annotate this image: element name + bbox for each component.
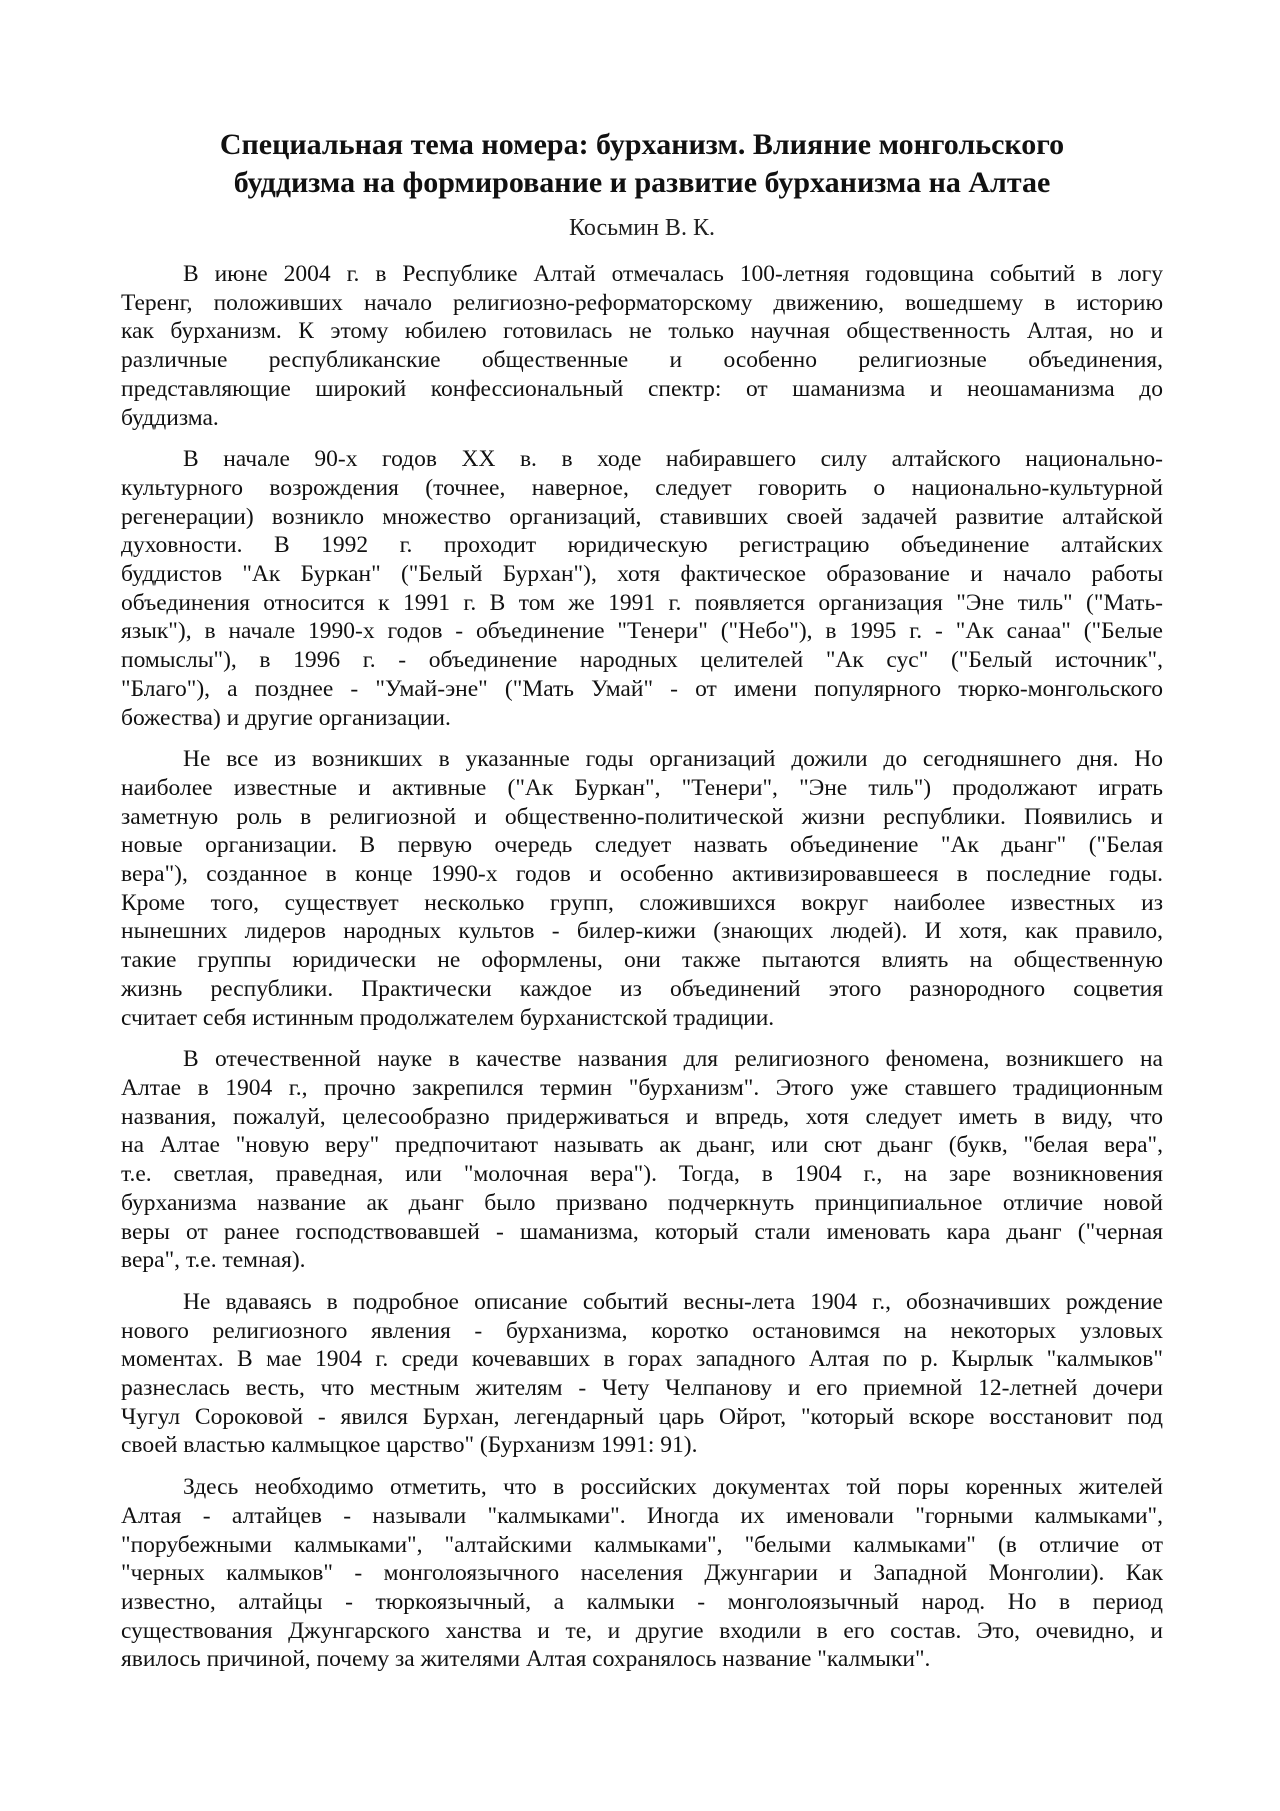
text-line: явилось причиной, почему за жителями Алтая сохранялось название "калмыки". (121, 1646, 931, 1673)
text-line: В начале 90-х годов XX в. в ходе набиравшего силу алтайского национально- (183, 446, 1163, 473)
text-line: вера"), созданное в конце 1990-х годов и особенно активизировавшееся в последние годы. (121, 861, 1163, 888)
text-line: божества) и другие организации. (121, 704, 451, 731)
title-line: буддизма на формирование и развитие бурханизма на Алтае (233, 166, 1051, 199)
paragraph (121, 1288, 1163, 1460)
text-line: культурного возрождения (точнее, наверное, следует говорить о национально-культурной (121, 474, 1163, 501)
text-line: как бурханизм. К этому юбилею готовилась не только научная общественность Алтая, но и (121, 318, 1163, 345)
text-line: нынешних лидеров народных культов - билер-кижи (знающих людей). И хотя, как правило, (121, 918, 1163, 945)
text-line: существования Джунгарского ханства и те, и другие входили в его состав. Это, очевидно, и (121, 1617, 1163, 1644)
text-line: своей властью калмыцкое царство" (Бурханизм 1991: 91). (121, 1432, 698, 1459)
text-line: помыслы"), в 1996 г. - объединение народных целителей "Ак сус" ("Белый источник", (121, 647, 1163, 674)
text-line: язык"), в начале 1990-х годов - объединение "Тенери" ("Небо"), в 1995 г. - "Ак санаа" ("Белые (121, 618, 1163, 645)
text-line: Не все из возникших в указанные годы организаций дожили до сегодняшнего дня. Но (183, 746, 1163, 773)
author-name: Косьмин В. К. (569, 215, 715, 241)
text-line: регенерации) возникло множество организаций, ставивших своей задачей развитие алтайской (121, 503, 1163, 530)
text-line: названия, пожалуй, целесообразно придерживаться и впредь, хотя следует иметь в виду, что (121, 1103, 1163, 1130)
text-line: считает себя истинным продолжателем бурханистской традиции. (121, 1004, 775, 1031)
text-line: объединения относится к 1991 г. В том же 1991 г. появляется организация "Эне тиль" ("Мать- (121, 589, 1163, 616)
text-line: бурханизма название ак дьанг было призвано подчеркнуть принципиальное отличие новой (121, 1189, 1163, 1216)
text-line: разнеслась весть, что местным жителям - Чету Челпанову и его приемной 12-летней дочери (121, 1375, 1163, 1402)
text-line: вера", т.е. темная). (121, 1247, 306, 1274)
text-line: различные республиканские общественные и особенно религиозные объединения, (121, 347, 1163, 374)
paragraph (121, 1045, 1163, 1275)
text-line: буддизма. (121, 404, 219, 431)
text-line: моментах. В мае 1904 г. среди кочевавших в горах западного Алтая по р. Кырлык "калмыков" (121, 1346, 1163, 1373)
paragraph (121, 745, 1163, 1032)
paragraph (121, 1473, 1163, 1674)
text-line: представляющие широкий конфессиональный спектр: от шаманизма и неошаманизма до (121, 375, 1163, 402)
text-line: "черных калмыков" - монголоязычного населения Джунгарии и Западной Монголии). Как (121, 1560, 1163, 1587)
text-line: Чугул Сороковой - явился Бурхан, легендарный царь Ойрот, "который вскоре восстановит под (121, 1403, 1163, 1430)
text-line: Алтае в 1904 г., прочно закрепился термин "бурханизм". Этого уже ставшего традиционным (121, 1074, 1163, 1101)
text-line: Здесь необходимо отметить, что в российских документах той поры коренных жителей (183, 1474, 1163, 1501)
document-page (121, 126, 1163, 1674)
text-line: В июне 2004 г. в Республике Алтай отмечалась 100-летняя годовщина событий в логу (183, 261, 1163, 287)
text-line: заметную роль в религиозной и общественно-политической жизни республики. Появились и (121, 803, 1163, 830)
text-line: нового религиозного явления - бурханизма, коротко остановимся на некоторых узловых (121, 1317, 1163, 1344)
title-line: Специальная тема номера: бурханизм. Влияние монгольского (219, 128, 1065, 161)
text-line: жизнь республики. Практически каждое из объединений этого разнородного соцветия (121, 975, 1163, 1002)
text-line: В отечественной науке в качестве названия для религиозного феномена, возникшего на (183, 1046, 1163, 1073)
text-line: буддистов "Ак Буркан" ("Белый Бурхан"), хотя фактическое образование и начало работы (121, 561, 1163, 588)
text-line: новые организации. В первую очередь следует назвать объединение "Ак дьанг" ("Белая (121, 832, 1163, 859)
text-line: веры от ранее господствовавшей - шаманизма, который стали именовать кара дьанг ("черная (121, 1218, 1163, 1245)
text-line: т.е. светлая, праведная, или "молочная вера"). Тогда, в 1904 г., на заре возникновения (121, 1161, 1163, 1188)
text-line: такие группы юридически не оформлены, они также пытаются влиять на общественную (121, 947, 1163, 974)
text-line: Теренг, положивших начало религиозно-реформаторскому движению, вошедшему в историю (121, 289, 1163, 316)
text-line: Не вдаваясь в подробное описание событий весны-лета 1904 г., обозначивших рождение (183, 1288, 1163, 1315)
text-line: на Алтае "новую веру" предпочитают называть ак дьанг, или сют дьанг (букв, "белая вера", (121, 1132, 1163, 1159)
text-line: наиболее известные и активные ("Ак Буркан", "Тенери", "Эне тиль") продолжают играть (121, 774, 1163, 801)
paragraph (121, 445, 1163, 732)
article-body (121, 260, 1163, 1674)
text-line: Алтая - алтайцев - называли "калмыками". Иногда их именовали "горными калмыками", (121, 1502, 1163, 1529)
article-title (121, 126, 1163, 202)
text-line: Кроме того, существует несколько групп, сложившихся вокруг наиболее известных из (121, 889, 1163, 916)
text-line: "порубежными калмыками", "алтайскими калмыками", "белыми калмыками" (в отличие от (121, 1531, 1163, 1558)
text-line: духовности. В 1992 г. проходит юридическую регистрацию объединение алтайских (121, 532, 1163, 559)
text-line: "Благо"), а позднее - "Умай-эне" ("Мать Умай" - от имени популярного тюрко-монгольского (121, 675, 1163, 702)
paragraph (121, 260, 1163, 432)
text-line: известно, алтайцы - тюркоязычный, а калмыки - монголоязычный народ. Но в период (121, 1588, 1163, 1615)
